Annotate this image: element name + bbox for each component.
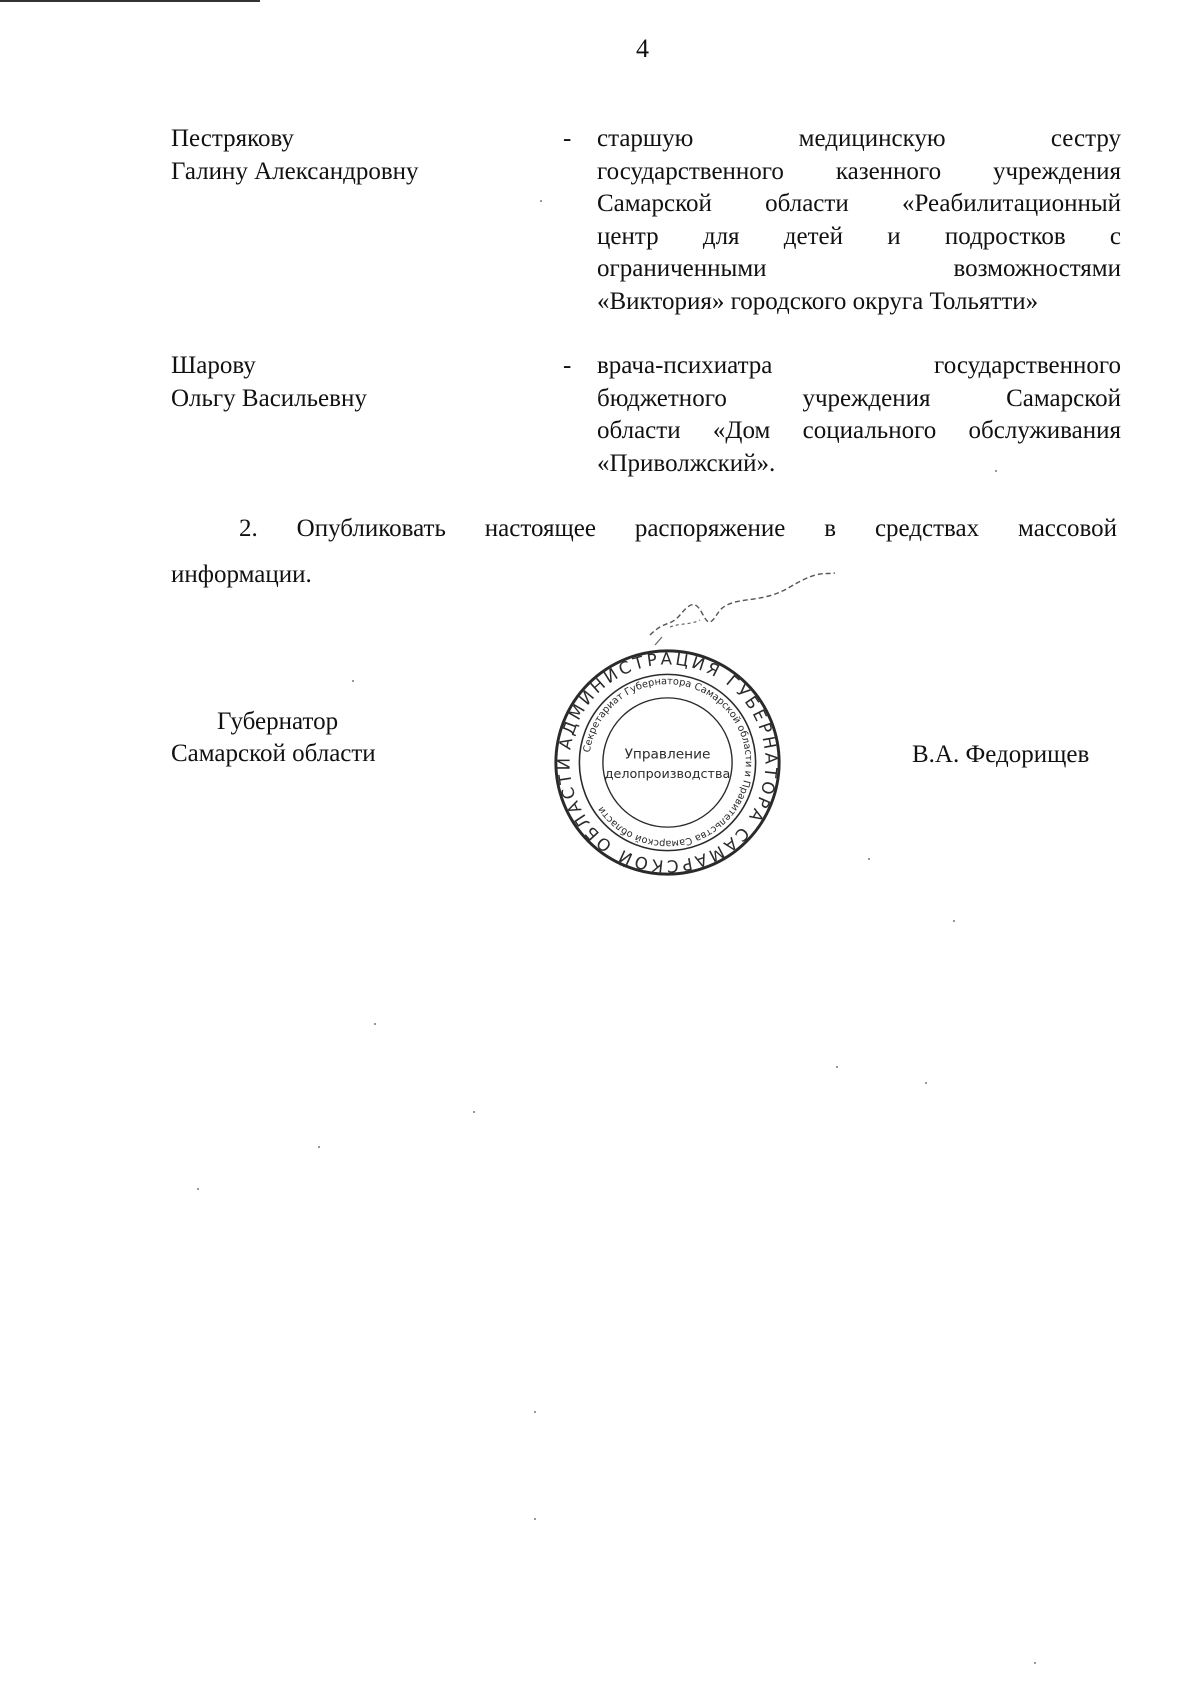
- signatory-title: [171, 706, 376, 770]
- name-line: Пестрякову: [171, 125, 294, 152]
- position-line: бюджетного учреждения Самарской: [597, 384, 1121, 412]
- signer-name: В.А. Федорищев: [912, 741, 1090, 768]
- scan-speck: [540, 200, 542, 202]
- official-seal: [550, 645, 785, 880]
- scan-speck: [995, 470, 997, 472]
- clause-line: 2. Опубликовать настоящее распоряжение в средствах массовой: [239, 515, 1117, 542]
- scan-speck: [953, 920, 955, 922]
- appointee-position: [597, 123, 1121, 318]
- seal-center-line-1: Управление: [624, 746, 711, 763]
- scan-speck: [868, 858, 870, 860]
- position-line: врача-психиатра государственного: [597, 352, 1121, 379]
- position-line: области «Дом социального обслуживания: [597, 417, 1121, 444]
- seal-inner-text: Секретариат Губернатора Самарской области и Правительства Самарской области: [581, 676, 754, 849]
- scan-speck: [925, 1082, 927, 1084]
- name-line: Шарову: [171, 352, 256, 379]
- scan-speck: [352, 680, 354, 682]
- position-line: государственного казенного учреждения: [597, 157, 1121, 185]
- scan-speck: [1034, 1662, 1036, 1664]
- top-edge-line: [0, 0, 260, 2]
- position-line: старшую медицинскую сестру: [597, 125, 1121, 152]
- clause-line: информации.: [171, 561, 312, 588]
- name-line: Галину Александровну: [171, 157, 419, 185]
- seal-center-line-2: делопроизводства: [604, 766, 731, 782]
- seal-outer-text: АДМИНИСТРАЦИЯ ГУБЕРНАТОРА САМАРСКОЙ ОБЛАСТИ: [554, 649, 781, 876]
- appointee-name: [171, 123, 551, 188]
- page-number: 4: [636, 34, 649, 63]
- entry-dash: -: [563, 125, 572, 152]
- scan-speck: [534, 1411, 536, 1413]
- scan-speck: [473, 1111, 475, 1113]
- scan-speck: [534, 1518, 536, 1520]
- position-line: Самарской области «Реабилитационный: [597, 190, 1121, 217]
- title-line: Самарской области: [171, 740, 376, 767]
- handwritten-signature: [640, 565, 840, 650]
- appointee-position: [597, 350, 1121, 480]
- scan-speck: [374, 1023, 376, 1025]
- scan-speck: [836, 1066, 838, 1068]
- entry-dash: -: [563, 352, 572, 379]
- position-line: «Приволжский».: [597, 449, 776, 477]
- appointee-name: [171, 350, 551, 415]
- scan-speck: [197, 1188, 199, 1190]
- name-line: Ольгу Васильевну: [171, 384, 367, 412]
- position-line: центр для детей и подростков с: [597, 222, 1121, 250]
- position-line: ограниченными возможностями: [597, 255, 1121, 282]
- position-line: «Виктория» городского округа Тольятти»: [597, 287, 1039, 315]
- scan-speck: [318, 1146, 320, 1148]
- title-line: Губернатор: [217, 708, 339, 735]
